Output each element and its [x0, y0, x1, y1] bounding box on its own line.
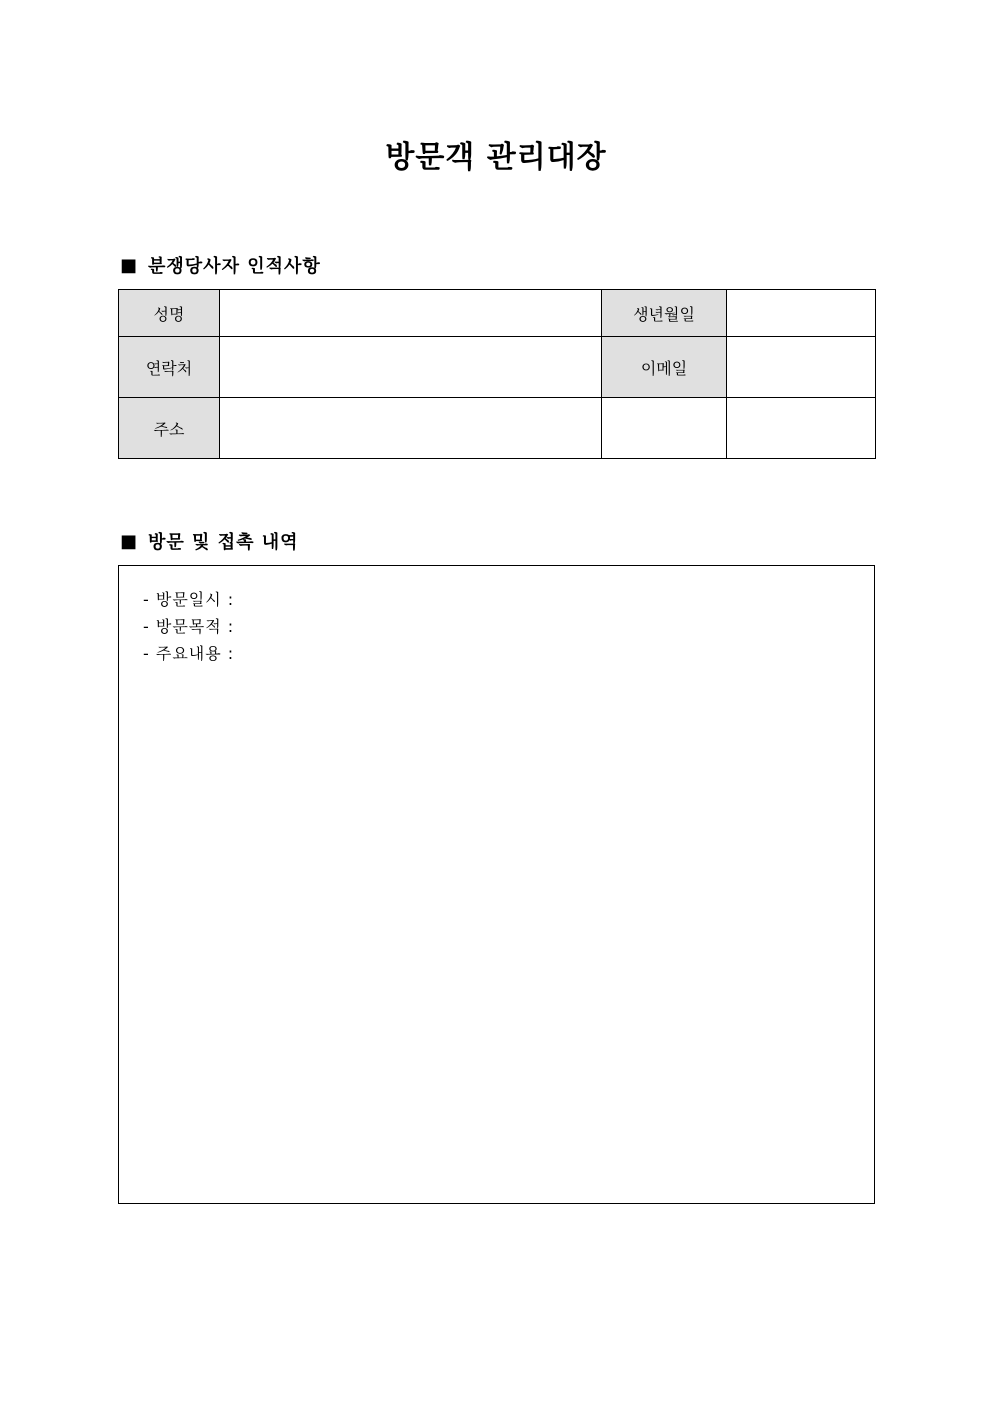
table-row [119, 290, 876, 337]
party-info-table [118, 289, 876, 459]
birthdate-field[interactable] [727, 290, 876, 337]
table-row [119, 398, 876, 459]
square-bullet-icon: ■ [120, 530, 139, 552]
blank-cell[interactable] [727, 398, 876, 459]
email-field[interactable] [727, 337, 876, 398]
name-label: 성명 [119, 290, 220, 337]
address-field[interactable] [220, 398, 602, 459]
blank-cell[interactable] [602, 398, 727, 459]
contact-label: 연락처 [119, 337, 220, 398]
contact-field[interactable] [220, 337, 602, 398]
party-info-heading-text: 분쟁당사자 인적사항 [148, 256, 321, 277]
visit-record-heading-text: 방문 및 접촉 내역 [148, 532, 299, 553]
party-info-heading [120, 252, 321, 278]
visit-record-lines [143, 586, 234, 667]
birthdate-label: 생년월일 [602, 290, 727, 337]
name-field[interactable] [220, 290, 602, 337]
square-bullet-icon: ■ [120, 254, 139, 276]
address-label: 주소 [119, 398, 220, 459]
page-title: 방문객 관리대장 [385, 140, 607, 175]
table-row [119, 337, 876, 398]
visit-purpose-line: - 방문목적 : [143, 617, 235, 636]
email-label: 이메일 [602, 337, 727, 398]
visit-details-line: - 주요내용 : [143, 644, 235, 663]
visit-record-heading [120, 528, 299, 554]
visit-record-box[interactable] [118, 565, 875, 1204]
visit-datetime-line: - 방문일시 : [143, 590, 235, 609]
